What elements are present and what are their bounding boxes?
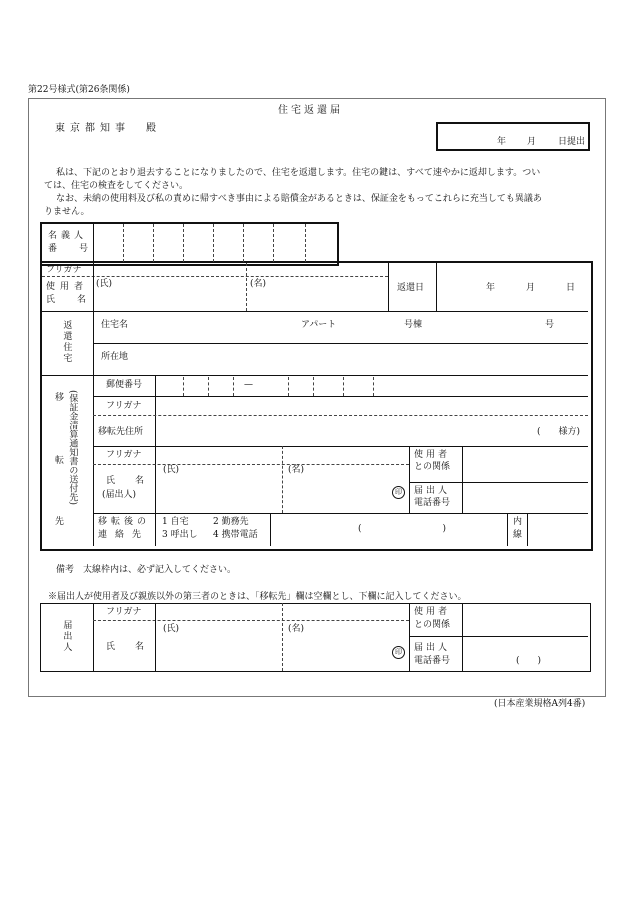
- furigana-label: フリガナ: [46, 265, 82, 275]
- contact-opt-1[interactable]: 1 自宅: [162, 517, 189, 527]
- contact-opt-2[interactable]: 2 勤務先: [213, 517, 249, 527]
- user-name-label-2: 氏名: [46, 295, 109, 305]
- holder-number-label-1: 名義人: [48, 231, 88, 241]
- return-month[interactable]: 月: [526, 283, 536, 293]
- contact-opt-4[interactable]: 4 携帯電話: [213, 530, 258, 540]
- note: ※届出人が使用者及び親族以外の第三者のときは、「移転先」欄は空欄とし、下欄に記入してください。: [48, 592, 467, 602]
- applicant-phone-label-1: 届出人: [414, 486, 451, 496]
- bottom-given-name[interactable]: (名): [288, 624, 305, 634]
- location-label: 所在地: [101, 352, 129, 362]
- applicant-sub-label: (届出人): [102, 490, 137, 500]
- body-p2-line2: りません。: [44, 207, 90, 217]
- applicant-name-label: 氏名: [106, 476, 165, 486]
- body-p1-line2: ては、住宅の検査をしてください。: [44, 181, 189, 191]
- bottom-seal-mark: 印: [392, 646, 405, 659]
- bottom-phone-label-2: 電話番号: [414, 656, 451, 666]
- moving-label-3: 先: [55, 517, 65, 527]
- returned-house-label: 返還住宅: [61, 320, 72, 364]
- bottom-phone-label-1: 届出人: [414, 643, 451, 653]
- addressee-suffix: 殿: [146, 123, 156, 134]
- bottom-name-label: 氏名: [106, 642, 165, 652]
- relation-label-2: との関係: [414, 462, 451, 472]
- contact-label-2: 連絡先: [98, 530, 150, 540]
- contact-paren[interactable]: ( ): [358, 524, 447, 534]
- extension-label-2: 線: [513, 530, 523, 540]
- given-name2-field[interactable]: (名): [288, 465, 305, 475]
- contact-label-1: 移転後の: [98, 517, 151, 527]
- form-title: 住宅返還届: [278, 105, 343, 116]
- footer-standard: (日本産業規格A列4番): [494, 699, 586, 709]
- body-p1-line1: 私は、下記のとおり退去することになりましたので、住宅を返還します。住宅の鍵は、すべて速やかに返却します。つい: [56, 168, 541, 178]
- relation-label-1: 使用者: [414, 450, 451, 460]
- addressee: 東京都知事: [55, 123, 130, 134]
- return-day[interactable]: 日: [566, 283, 576, 293]
- bottom-family-name[interactable]: (氏): [163, 624, 180, 634]
- holder-number-label-2: 番号: [48, 244, 111, 254]
- given-name-field[interactable]: (名): [250, 279, 267, 289]
- applicant-phone-label-2: 電話番号: [414, 498, 451, 508]
- house-name-label: 住宅名: [101, 320, 129, 330]
- furigana2-label: フリガナ: [106, 401, 142, 411]
- seal-mark: 印: [392, 486, 405, 499]
- building-label: 号棟: [404, 320, 423, 330]
- bottom-relation-label-2: との関係: [414, 620, 451, 630]
- return-year[interactable]: 年: [486, 283, 496, 293]
- bottom-furigana-label: フリガナ: [106, 607, 142, 617]
- new-address-label: 移転先住所: [98, 427, 144, 437]
- extension-label-1: 内: [513, 517, 523, 527]
- contact-opt-3[interactable]: 3 呼出し: [162, 530, 198, 540]
- furigana3-label: フリガナ: [106, 450, 142, 460]
- remarks: 備考 太線枠内は、必ず記入してください。: [56, 565, 237, 575]
- submit-month[interactable]: 月: [527, 137, 537, 147]
- moving-label-1: 移: [55, 393, 65, 403]
- family-name2-field[interactable]: (氏): [163, 465, 180, 475]
- user-name-label-1: 使用者: [46, 282, 89, 292]
- bottom-phone-paren[interactable]: ( ): [516, 656, 542, 666]
- room-label: 号: [545, 320, 555, 330]
- postal-dash: —: [244, 380, 253, 390]
- body-p2-line1: なお、未納の使用料及び私の責めに帰すべき事由による賠償金があるときは、保証金をもってこれらに充当しても異議あ: [56, 194, 542, 204]
- apartment-label: アパート: [301, 320, 337, 330]
- form-number: 第22号様式(第26条関係): [28, 85, 130, 95]
- moving-label-2: 転: [55, 456, 65, 466]
- return-date-label: 返還日: [397, 283, 425, 293]
- family-name-field[interactable]: (氏): [96, 279, 113, 289]
- bottom-applicant-label: 届出人: [61, 620, 72, 653]
- submit-year[interactable]: 年: [497, 137, 507, 147]
- postal-label: 郵便番号: [106, 380, 143, 390]
- sama-kata: ( 様方): [537, 427, 581, 437]
- submit-day[interactable]: 日提出: [558, 137, 586, 147]
- moving-sub-label: (保証金清算通知書の送付先): [67, 390, 78, 506]
- bottom-relation-label-1: 使用者: [414, 607, 451, 617]
